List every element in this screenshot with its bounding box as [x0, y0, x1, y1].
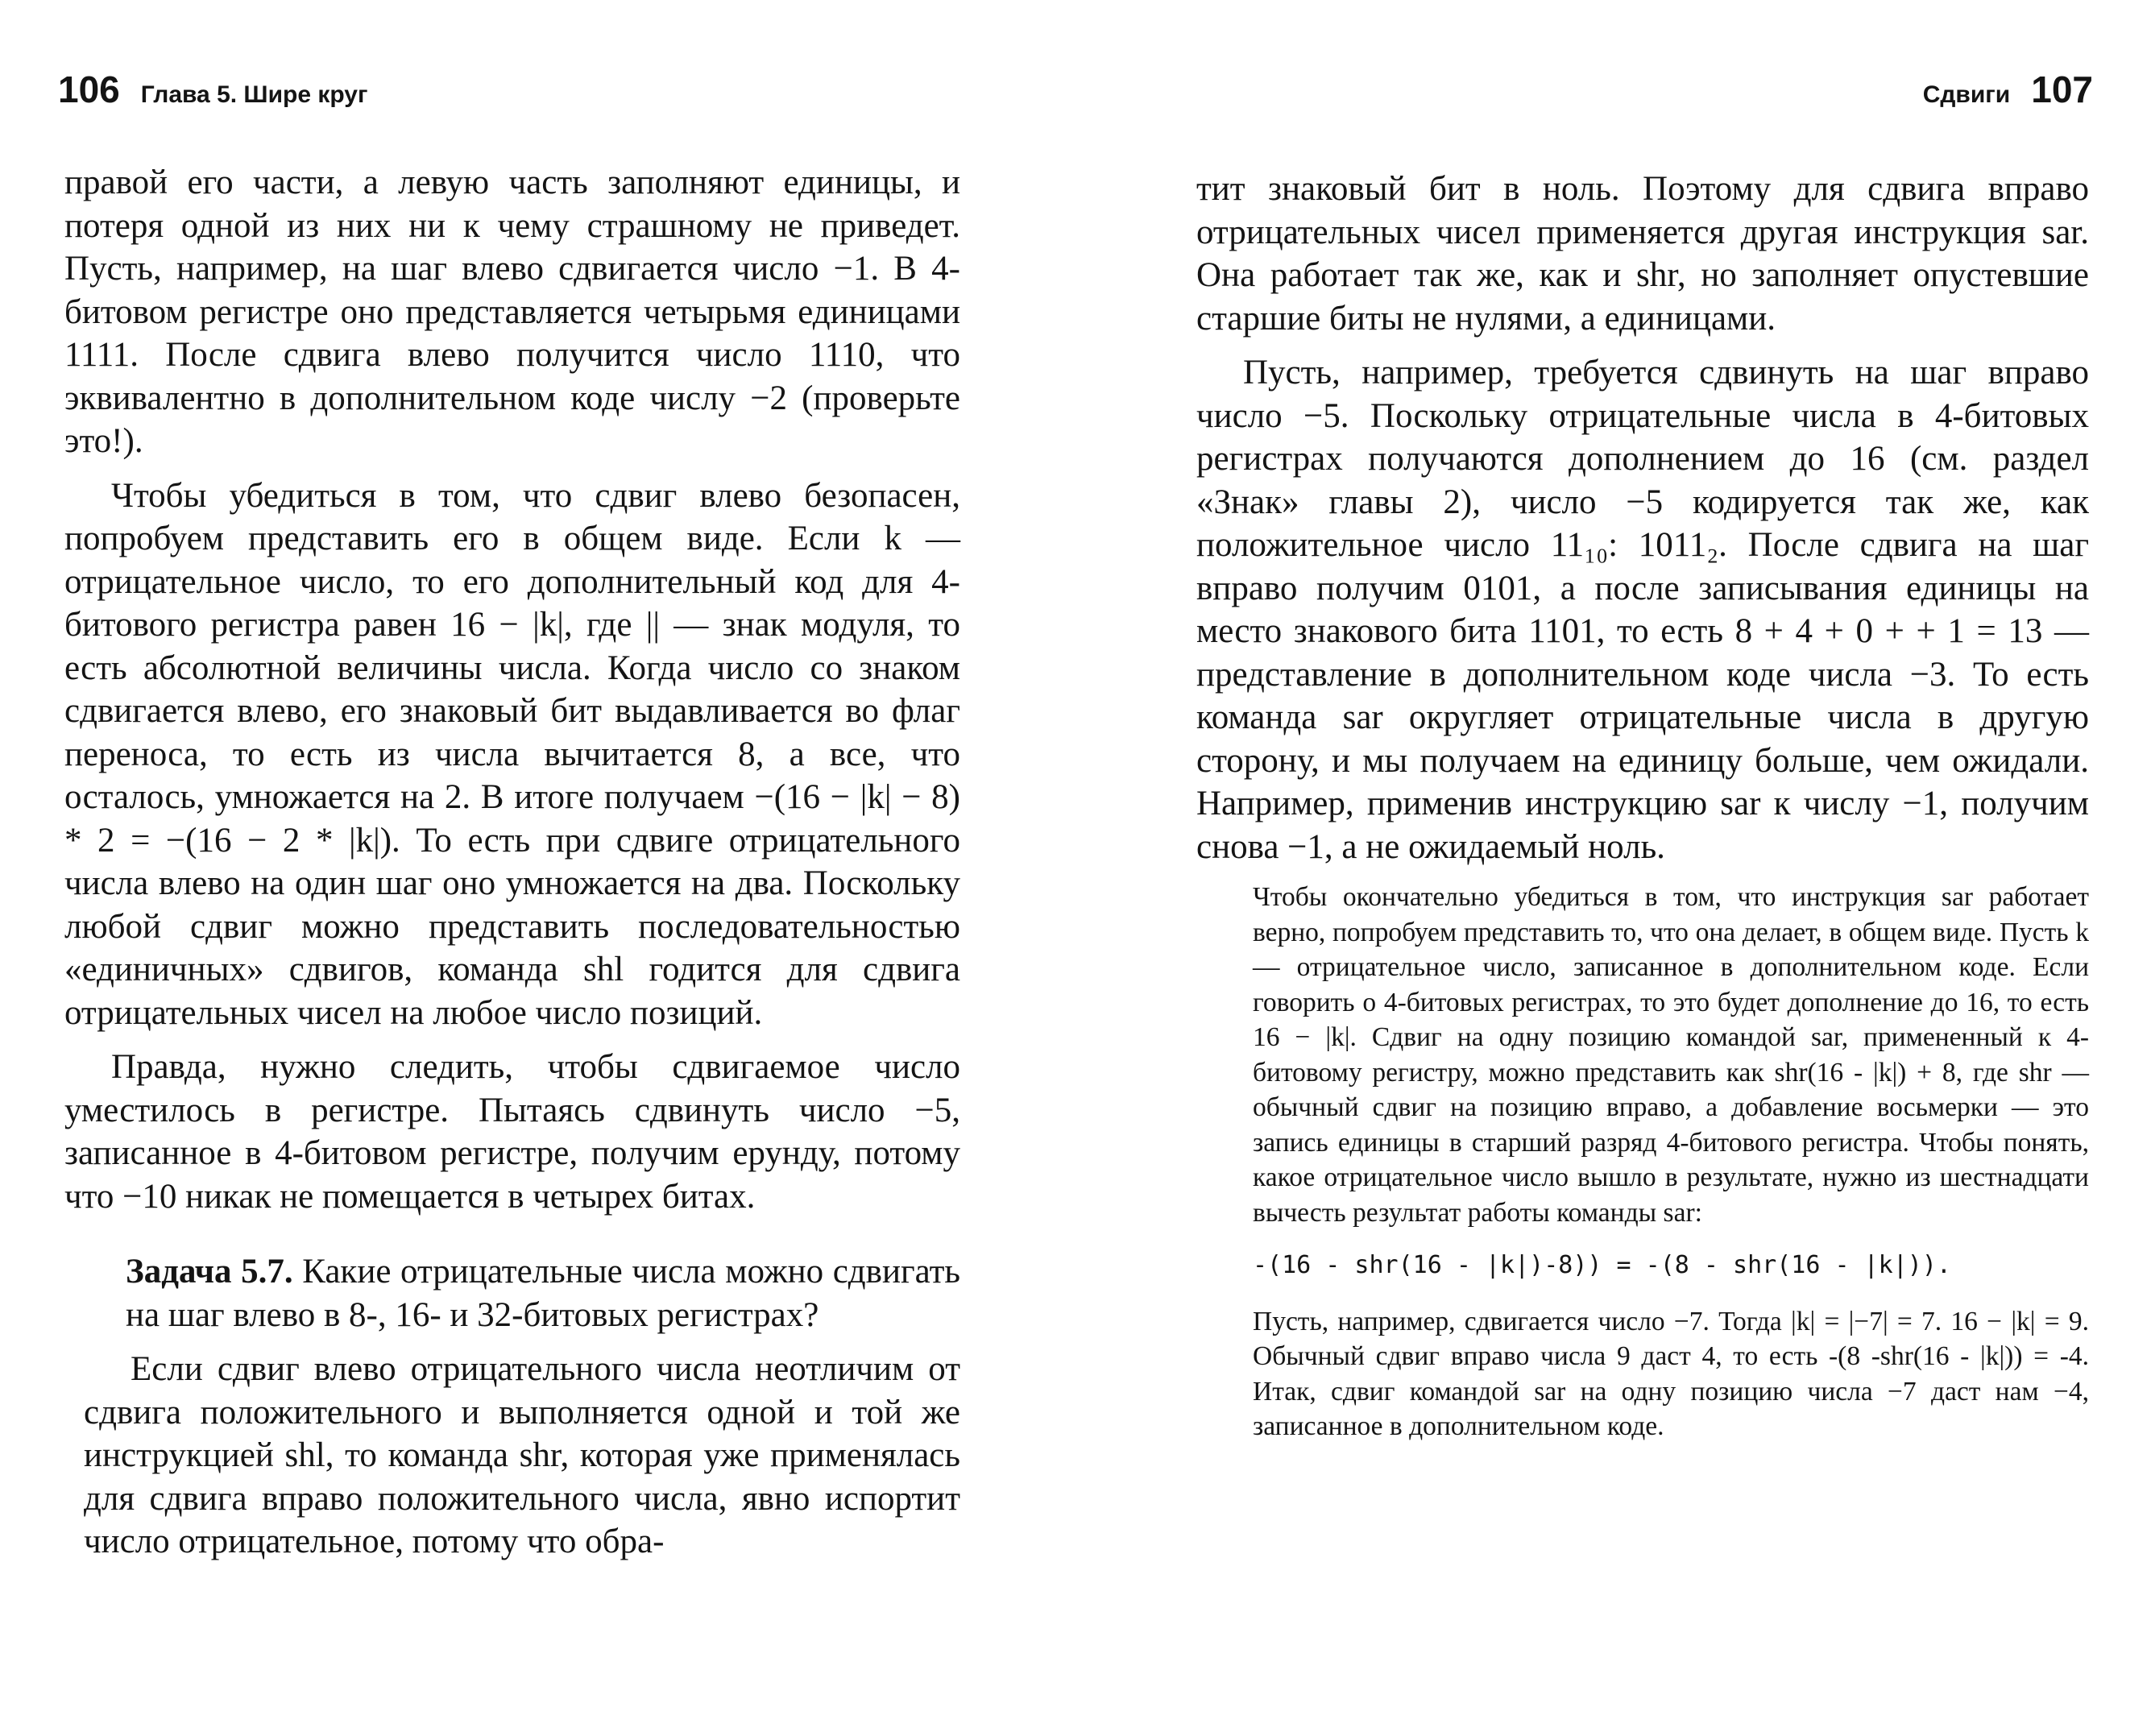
left-paragraph-2: Чтобы убедиться в том, что сдвиг влево безопасен, попробуем представить его в общем виде. Если k — отрицательное число, то его дополнительный код для 4-битового регистра равен 16 − |k|, где || — знак модуля, то есть абсолютной величины числа. Когда число со знаком сдвигается влево, его знаковый бит выдавливается во флаг переноса, то есть из числа вычитается 8, а все, что осталось, умножается на 2. В итоге получаем −(16 − |k| − 8) * 2 = −(16 − 2 * |k|). То есть при сдвиге отрицательного числа влево на один шаг оно умножается на два. Поскольку любой сдвиг можно представить последовательностью «единичных» сдвигов, команда shl годится для сдвига отрицательных чисел на любое число позиций.: [64, 476, 960, 1032]
note-paragraph-1: Чтобы окончательно убедиться в том, что инструкция sar работает верно, попробуем представить то, что она делает, в общем виде. Пусть k — отрицательное число, записанное в дополнительном коде. Если говорить о 4-битовых регистрах, то это будет дополнение до 16, то есть 16 − |k|. Сдвиг на одну позицию командой sar, примененный к 4-битовому регистру, можно представить как shr(16 - |k|) + 8, где shr — обычный сдвиг на позицию вправо, а добавление восьмерки — это запись единицы в старший разряд 4-битового регистра. Чтобы понять, какое отрицательное число вышло в результате, нужно из шестнадцати вычесть результат работы команды sar:: [1253, 882, 2089, 1228]
note-block: [1253, 880, 2089, 1444]
note-formula: -(16 - shr(16 - |k|)-8)) = -(8 - shr(16 - |k|)).: [1253, 1251, 1951, 1279]
right-paragraph-2: Пусть, например, требуется сдвинуть на шаг вправо число −5. Поскольку отрицательные числа в 4-битовых регистрах получаются дополнением до 16 (см. раздел «Знак» главы 2), число −5 кодируется так же, как положительное число 11₁₀: 1011₂. После сдвига на шаг вправо получим 0101, а после записывания единицы на место знакового бита 1101, то есть 8 + 4 + 0 + + 1 = 13 — представление в дополнительном коде числа −3. То есть команда sar округляет отрицательные числа в другую сторону, и мы получаем на единицу больше, чем ожидали. Например, применив инструкцию sar к числу −1, получим снова −1, а не ожидаемый ноль.: [1196, 354, 2089, 866]
left-running-head: [58, 68, 367, 111]
task-label: Задача 5.7.: [126, 1253, 293, 1291]
left-page-number: 106: [58, 68, 120, 110]
right-page: [1076, 0, 2151, 1736]
right-text-column: [1196, 168, 2089, 1457]
task-text: Какие отрицательные числа можно сдвигать на шаг влево в 8-, 16- и 32-битовых регистрах?: [126, 1253, 960, 1334]
left-paragraph-3: Правда, нужно следить, чтобы сдвигаемое число уместилось в регистре. Пытаясь сдвинуть число −5, записанное в 4-битовом регистре, получим ерунду, потому что −10 никак не помещается в четырех битах.: [64, 1048, 960, 1216]
right-paragraph-1: тит знаковый бит в ноль. Поэтому для сдвига вправо отрицательных чисел применяется другая инструкция sar. Она работает так же, как и shr, но заполняет опустевшие старшие биты не нулями, а единицами.: [1196, 170, 2089, 338]
left-paragraph-1: правой его части, а левую часть заполняют единицы, и потеря одной из них ни к чему страшному не приведет. Пусть, например, на шаг влево сдвигается число −1. В 4-битовом регистре оно представляется четырьмя единицами 1111. После сдвига влево получится число 1110, что эквивалентно в дополнительном коде числу −2 (проверьте это!).: [64, 164, 960, 460]
left-text-column: [64, 161, 960, 1575]
right-page-number: 107: [2031, 68, 2093, 110]
section-title: Сдвиги: [1922, 81, 2011, 108]
chapter-title: Глава 5. Шире круг: [140, 81, 368, 108]
note-paragraph-2: Пусть, например, сдвигается число −7. Тогда |k| = |−7| = 7. 16 − |k| = 9. Обычный сдвиг вправо числа 9 даст 4, то есть -(8 -shr(16 - |k|)) = -4. Итак, сдвиг командой sar на одну позицию числа −7 даст нам −4, записанное в дополнительном коде.: [1253, 1306, 2089, 1441]
task-answer: Если сдвиг влево отрицательного числа неотличим от сдвига положительного и выполняется одной и той же инструкцией shl, то команда shr, которая уже применялась для сдвига вправо положительного числа, явно испортит число отрицательное, потому что обра-: [84, 1350, 960, 1560]
right-running-head: [1923, 68, 2093, 111]
task-5-7: [126, 1250, 960, 1336]
